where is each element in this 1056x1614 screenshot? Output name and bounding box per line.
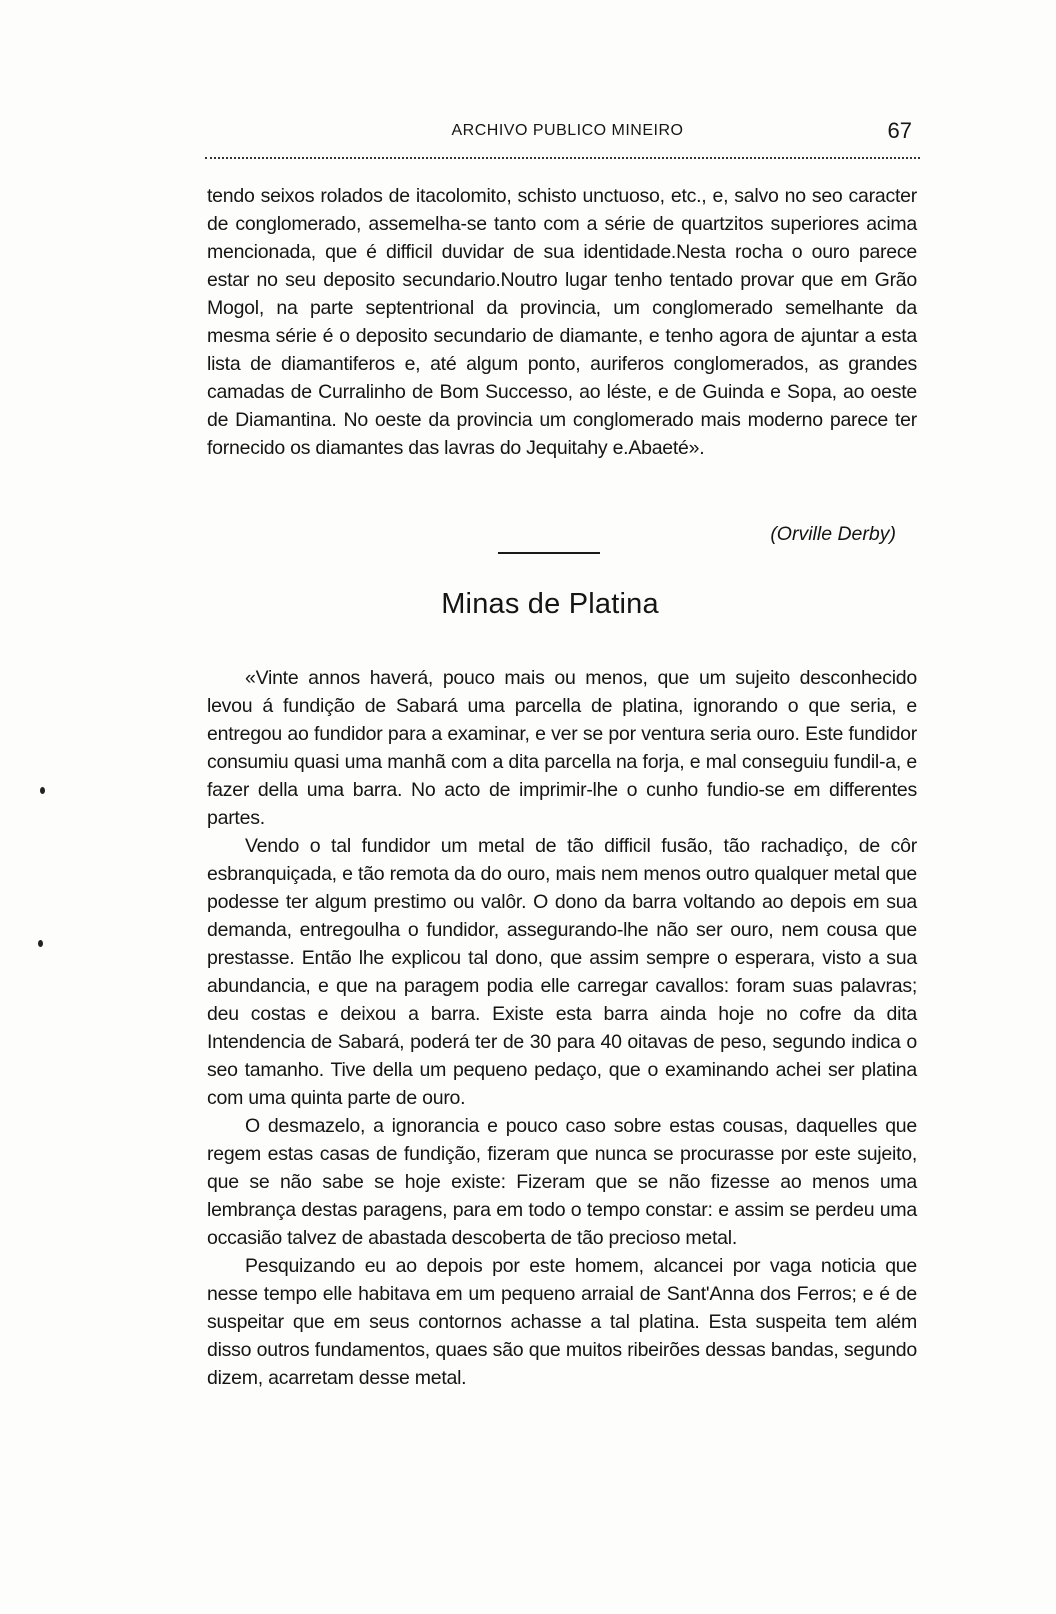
running-title: ARCHIVO PUBLICO MINEIRO	[451, 122, 684, 139]
section-paragraph: Vendo o tal fundidor um metal de tão difficil fusão, tão rachadiço, de côr esbranquiçada, e tão remota da do ouro, mais nem menos outro qualquer metal que podesse ter algum prestimo ou valôr. O dono da barra voltando ao depois em sua demanda, entregoulha o fundidor, assegurando-lhe não ser ouro, nem cousa que prestasse. Então lhe explicou tal dono, que assim sempre o esperara, visto a sua abundancia, e que na paragem podia elle carregar cavallos: foram suas palavras; deu costas e deixou a barra. Existe esta barra ainda hoje no cofre da dita Intendencia de Sabará, poderá ter de 30 para 40 oitavas de peso, segundo indica o seo tamanho. Tive della um pequeno pedaço, que o examinando achei ser platina com uma quinta parte de ouro.	[207, 835, 917, 1109]
section-paragraph: O desmazelo, a ignorancia e pouco caso sobre estas cousas, daquelles que regem estas casas de fundição, fizeram que nunca se procurasse por este sujeito, que se não sabe se hoje existe: Fizeram que se não fizesse ao menos uma lembrança destas paragens, para em todo o tempo constar: e assim se perdeu uma occasião talvez de abastada descoberta de tão precioso metal.	[207, 1115, 917, 1249]
intro-paragraph: tendo seixos rolados de itacolomito, schisto unctuoso, etc., e, salvo no seo caracter de conglomerado, assemelha-se tanto com a série de quartzitos superiores acima mencionada, que é difficil duvidar de sua identidade.Nesta rocha o ouro parece estar no seu deposito secundario.Noutro lugar tenho tentado provar que em Grão Mogol, na parte septentrional da provincia, um conglomerado semelhante da mesma série é o deposito secundario de diamante, e tenho agora de ajuntar a esta lista de diamantiferos e, até algum ponto, auriferos conglomerados, as grandes camadas de Curralinho de Bom Successo, ao léste, e de Guinda e Sopa, ao oeste de Diamantina. No oeste da provincia um conglomerado mais moderno parece ter fornecido os diamantes das lavras do Jequitahy e.Abaeté».	[207, 185, 917, 459]
intro-text-block	[207, 182, 917, 462]
section-heading: Minas de Platina	[441, 588, 659, 620]
section-divider	[498, 552, 600, 554]
header-rule	[205, 153, 920, 159]
running-head	[205, 118, 920, 158]
margin-mark	[38, 940, 43, 947]
section-paragraph: Pesquizando eu ao depois por este homem, alcancei por vaga noticia que nesse tempo elle habitava em um pequeno arraial de Sant'Anna dos Ferros; e é de suspeitar que em seus contornos achasse a tal platina. Esta suspeita tem além disso outros fundamentos, quaes são que muitos ribeirões dessas bandas, segundo dizem, acarretam desse metal.	[207, 1255, 917, 1389]
section-paragraph: «Vinte annos haverá, pouco mais ou menos, que um sujeito desconhecido levou á fundição de Sabará uma parcella de platina, ignorando o que seria, e entregou ao fundidor para a examinar, e ver se por ventura seria ouro. Este fundidor consumiu quasi uma manhã com a dita parcella na forja, e mal conseguiu fundil-a, e fazer della uma barra. No acto de imprimir-lhe o cunho fundio-se em differentes partes.	[207, 667, 917, 829]
section-text-block	[207, 664, 917, 1392]
page-number: 67	[887, 118, 912, 143]
margin-mark	[40, 787, 45, 794]
author-signature: (Orville Derby)	[770, 523, 896, 545]
